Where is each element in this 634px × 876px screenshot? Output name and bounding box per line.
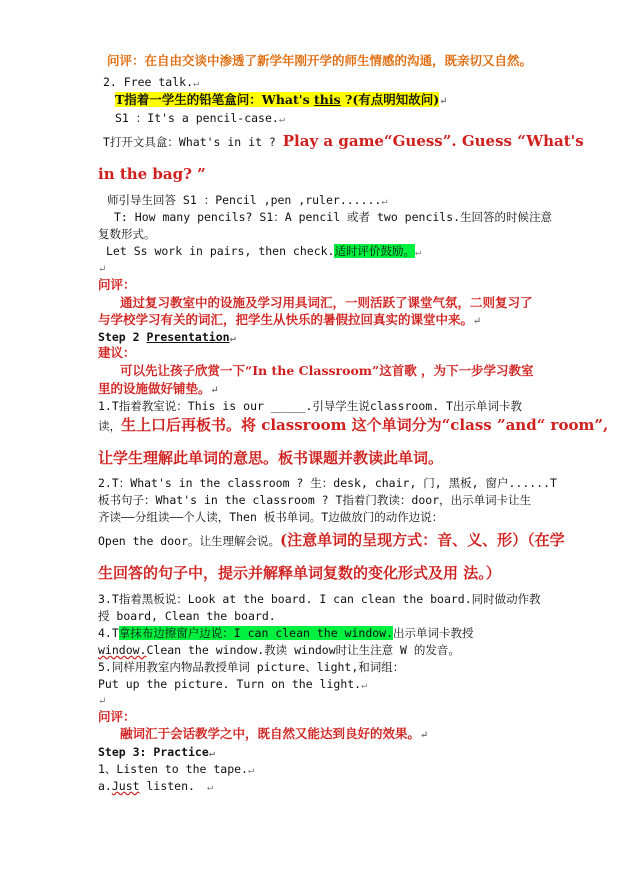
text-line: 2.T：What's in the classroom ? 生：desk, chair, 门, 黑板, 窗户......T <box>98 476 557 490</box>
text-line: 齐读——分组读——个人读，Then 板书单词。T边做放门的动作边说： <box>98 510 444 524</box>
comment-label: 问评： <box>98 277 136 292</box>
paragraph-mark: ↵ <box>98 264 107 275</box>
text-line: 1.T指着教室说：This is our _____.引导学生说classroom. T出示单词卡教 <box>98 399 522 413</box>
suggestion-line: 可以先让孩子欣赏一下“In the Classroom”这首歌 ，为下一步学习教室 <box>120 363 534 378</box>
text-line: Open the door。让生理解会说。(注意单词的呈现方式：音、义、形）（在学 <box>98 531 565 549</box>
highlighted-line: T指着一学生的铅笔盒问：What's this ?(有点明知故问)↵ <box>115 92 448 107</box>
text-line: 板书句子：What's in the classroom ? T指着门教读：door，出示单词卡让生 <box>98 493 532 507</box>
step-heading: Step 2 Presentation↵ <box>98 330 236 344</box>
text-line: 读，生上口后再板书。将 classroom 这个单词分为“class ”and“ room”, <box>98 416 609 434</box>
text-line: in the bag? ” <box>98 165 206 183</box>
text-line: 4.T拿抹布边擦窗户边说：I can clean the window.出示单词卡教授 <box>98 626 474 640</box>
section-heading: 2. Free talk.↵ <box>103 75 200 89</box>
comment-label: 问评： <box>98 709 136 724</box>
comment-line: 融词汇于会话教学之中，既自然又能达到良好的效果。↵ <box>120 726 429 741</box>
text-line: 授 board, Clean the board. <box>98 609 276 623</box>
text-line: Let Ss work in pairs, then check.适时评价鼓励。↵ <box>106 244 422 258</box>
text-line: 师引导生回答 S1 ：Pencil ,pen ,ruler......↵ <box>107 193 388 207</box>
text-line: 复数形式。 <box>98 227 156 241</box>
comment-line: 通过复习教室中的设施及学习用具词汇，一则活跃了课堂气氛，二则复习了 <box>120 295 533 310</box>
text-line: a.Just listen. ↵ <box>98 779 214 793</box>
step-heading: Step 3: Practice↵ <box>98 745 215 759</box>
text-line: S1 ：It's a pencil-case.↵ <box>115 111 285 125</box>
text-line: Put up the picture. Turn on the light.↵ <box>98 677 368 691</box>
text-line: 5.同样用教室内物品教授单词 picture、light,和词组： <box>98 660 405 674</box>
text-line: 3.T指着黑板说：Look at the board. I can clean the board.同时做动作教 <box>98 592 541 606</box>
comment-line: 与学校学习有关的词汇，把学生从快乐的暑假拉回真实的课堂中来。↵ <box>98 312 482 327</box>
text-line: T打开文具盒：What's in it ? Play a game“Guess”. Guess “What's <box>103 132 584 150</box>
text-line: 1、Listen to the tape.↵ <box>98 762 255 776</box>
text-line: 生回答的句子中，提示并解释单词复数的变化形式及用 法。） <box>98 564 501 582</box>
text-line: window.Clean the window.教读 window时让生注意 W 的发音。 <box>98 643 460 657</box>
suggestion-line: 里的设施做好铺垫。↵ <box>98 381 219 396</box>
paragraph-mark: ↵ <box>98 696 107 707</box>
comment-line: 问评：在自由交谈中渗透了新学年刚开学的师生情感的沟通，既亲切又自然。 <box>107 53 533 68</box>
text-line: 让学生理解此单词的意思。板书课题并教读此单词。 <box>98 449 444 467</box>
text-line: T: How many pencils? S1：A pencil 或者 two pencils.生回答的时候注意 <box>114 210 553 224</box>
suggestion-label: 建议： <box>98 345 136 360</box>
